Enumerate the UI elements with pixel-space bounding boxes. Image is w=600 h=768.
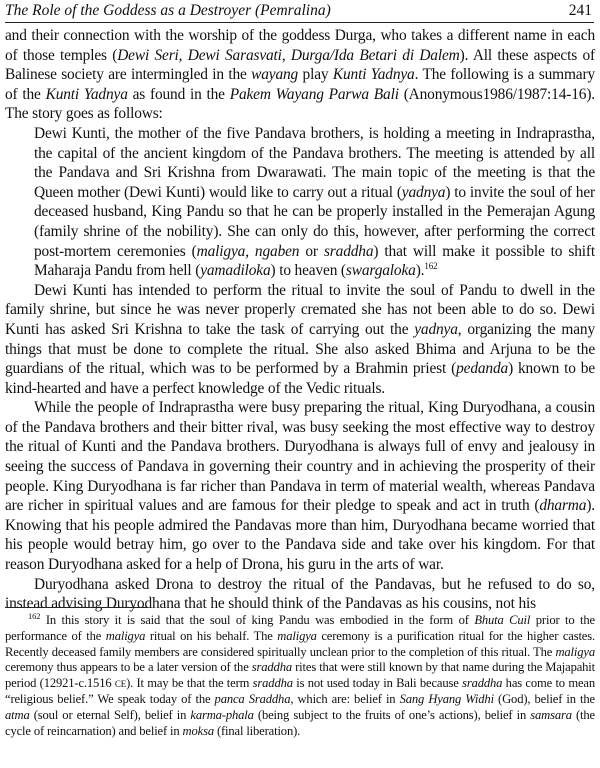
italic-term: dharma [539, 497, 587, 515]
italic-term: Pakem Wayang Parwa Bali [229, 85, 399, 103]
block-quote-paragraph [5, 124, 595, 281]
text-run: , organizing the many things that must be done to complete the ritual. She also asked Bhima and Arjuna to be the guardians of the ritual, which was to be performed by a Brahmin priest ( [5, 320, 595, 378]
italic-term: Bhuta Cuil [474, 613, 531, 627]
header-rule [5, 22, 594, 23]
text-run: ). [415, 262, 425, 280]
text-run: ritual on his behalf. The [145, 628, 278, 643]
text-run: (being subject to the fruits of one’s actions), belief in [253, 707, 531, 722]
text-run: (final liberation). [213, 723, 301, 738]
text-run: ). It may be that the term [126, 676, 253, 691]
text-run: , which are: belief in [290, 691, 400, 706]
footnote-number: 162 [28, 610, 41, 621]
text-run: While the people of Indraprastha were busy preparing the ritual, King Duryodhana, a cousin of the Pandava brothers and their bitter rival, was busy seeking the most effective way to destroy the ritual of Kunti and the Pandava brothers. Duryodhana is always full of envy and jealousy in seeing the success of Pandava in governing their country and in achieving the prosperity of their people. King Duryodhana is far richer than Pandava in term of material wealth, whereas Pandava are richer in spiritual values and are famous for their pledge to speak and act in truth ( [5, 399, 595, 515]
text-run: play [298, 66, 333, 84]
italic-term: Sang Hyang Widhi [399, 691, 494, 706]
text-run: (God), belief in the [493, 691, 595, 706]
text-run: Dewi Kunti has intended to perform the ritual to invite the soul of Pandu to dwell in the family shrine, but since he was never properly cremated she has not been able to do so. Dewi Kunti has asked Sri Krishna to take the task of carrying out the [5, 281, 595, 338]
text-run: and their connection with the worship of the goddess Durga, who takes a different name in each of those temples ( [5, 27, 595, 64]
text-run: ) to invite the soul of her deceased husband, King Pandu so that he can be properly installed in the Pemerajan Agung (family shrine of the nobility). She can only do this, however, after performing the correct post-mortem ceremonies ( [34, 183, 595, 260]
italic-term: moksa [182, 723, 214, 738]
text-run: ) to heaven ( [270, 262, 346, 280]
running-title: The Role of the Goddess as a Destroyer (Pemralina) [5, 2, 331, 19]
italic-term: maligya [555, 644, 595, 659]
italic-term: Kunti Yadnya [332, 66, 415, 84]
italic-term: yadnya [401, 183, 446, 201]
italic-term: pedanda [456, 360, 509, 378]
text-run: or [299, 242, 324, 260]
italic-term: swargaloka [345, 262, 416, 280]
text-run: Dewi Kunti, the mother of the five Pandava brothers, is holding a meeting in Indraprastha, the capital of the ancient kingdom of the Pandava brothers. The meeting is attended by all the Pandava and Sri Krishna from Dwarawati. The main topic of the meeting is that the Queen mother (Dewi Kunti) would like to carry out a ritual ( [34, 124, 595, 201]
paragraph [5, 26, 595, 124]
italic-term: sraddha [252, 676, 293, 691]
text-run: prior to the performance of the [5, 613, 595, 643]
paragraph [5, 398, 595, 574]
italic-term: Kunti Yadnya [45, 85, 128, 103]
italic-term: panca Sraddha [214, 691, 291, 706]
text-run: , [178, 46, 188, 64]
text-run: has come to mean “religious belief.” We speak today of the [5, 676, 595, 706]
italic-term: sraddha [251, 660, 293, 675]
text-run: ) known to be kind-hearted and have a perfect knowledge of the Vedic rituals. [5, 360, 595, 397]
italic-term: wayang [251, 66, 299, 84]
italic-term: samsara [530, 707, 572, 722]
footnote-ref: 162 [424, 261, 438, 271]
italic-term: maligya, ngaben [196, 242, 300, 260]
text-run: In this story it is said that the soul of king Pandu was embodied in the form of [40, 613, 475, 627]
text-run: (soul or eternal Self), belief in [29, 707, 191, 722]
footnote-rule [5, 607, 147, 608]
text-run: ). All these aspects of Balinese society are intermingled in the [5, 46, 595, 84]
italic-term: karma-phala [190, 707, 254, 722]
italic-term: sraddha [323, 242, 374, 260]
italic-term: sraddha [462, 676, 503, 691]
italic-term: yadnya [414, 320, 458, 338]
text-run: as found in the [127, 85, 230, 103]
italic-term: yamadiloka [200, 262, 271, 280]
small-caps-text: ce [114, 676, 127, 691]
text-run: (the cycle of reincarnation) and belief in [5, 707, 595, 738]
body-text [5, 26, 595, 614]
italic-term: maligya [105, 628, 146, 643]
page-header [5, 2, 592, 20]
italic-term: maligya [277, 628, 317, 643]
paragraph [5, 281, 595, 399]
text-run: ceremony thus appears to be a later version of the [5, 660, 252, 675]
text-run: Duryodhana asked Drona to destroy the ritual of the Pandavas, but he refused to do so, instead advising Duryodhana that he should think of the Pandavas as his cousins, not his [5, 575, 595, 613]
text-run: , [281, 46, 291, 64]
footnote [5, 610, 595, 739]
italic-term: atma [5, 707, 30, 722]
text-run: ). Knowing that his people admired the Pandavas more than him, Duryodhana became worried that his people would betray him, go over to the Pandava side and take over his kingdom. For that reason Duryodhana asked for a help of Drona, his guru in the arts of war. [5, 497, 595, 574]
italic-term: Dewi Sarasvati [187, 46, 282, 64]
text-run: ceremony is a purification ritual for the higher castes. Recently deceased family members are considered spiritually unclean prior to the completion of this ritual. The [5, 628, 595, 659]
text-run: (Anonymous1986/1987:14-16). The story goes as follows: [5, 85, 596, 123]
text-run: rites that were still known by that name during the Majapahit period (12921-c.1516 [5, 660, 595, 691]
page-number: 241 [568, 2, 592, 19]
text-run: is not used today in Bali because [292, 676, 463, 691]
italic-term: Dewi Seri [117, 46, 179, 64]
italic-term: Durga/Ida Betari di Dalem [290, 46, 460, 64]
text-run: . The following is a summary of the [5, 66, 596, 103]
text-run: ) that will make it possible to shift Maharaja Pandu from hell ( [34, 242, 596, 280]
